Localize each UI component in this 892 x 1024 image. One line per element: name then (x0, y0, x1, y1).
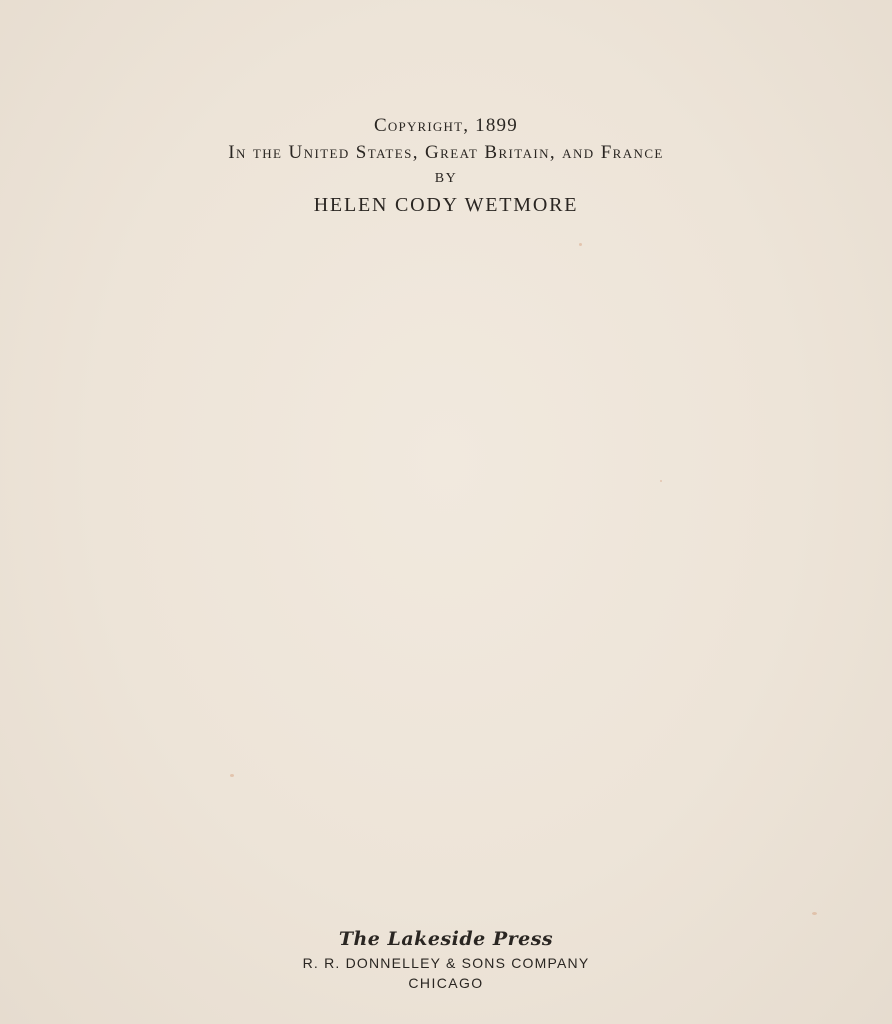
publisher-name: R. R. DONNELLEY & SONS COMPANY (302, 955, 590, 971)
paper-speck (812, 912, 817, 915)
copyright-line: Copyright, 1899 (374, 115, 518, 136)
by-line: BY (434, 171, 458, 186)
printer-imprint (0, 926, 892, 992)
author-name: HELEN CODY WETMORE (313, 194, 579, 216)
paper-speck (660, 480, 662, 482)
copyright-notice (0, 112, 892, 218)
publisher-city: CHICAGO (408, 975, 484, 991)
press-name: The Lakeside Press (338, 928, 554, 950)
paper-speck (230, 774, 234, 777)
copyright-countries-line: In the United States, Great Britain, and France (228, 142, 664, 163)
paper-speck (579, 243, 582, 246)
